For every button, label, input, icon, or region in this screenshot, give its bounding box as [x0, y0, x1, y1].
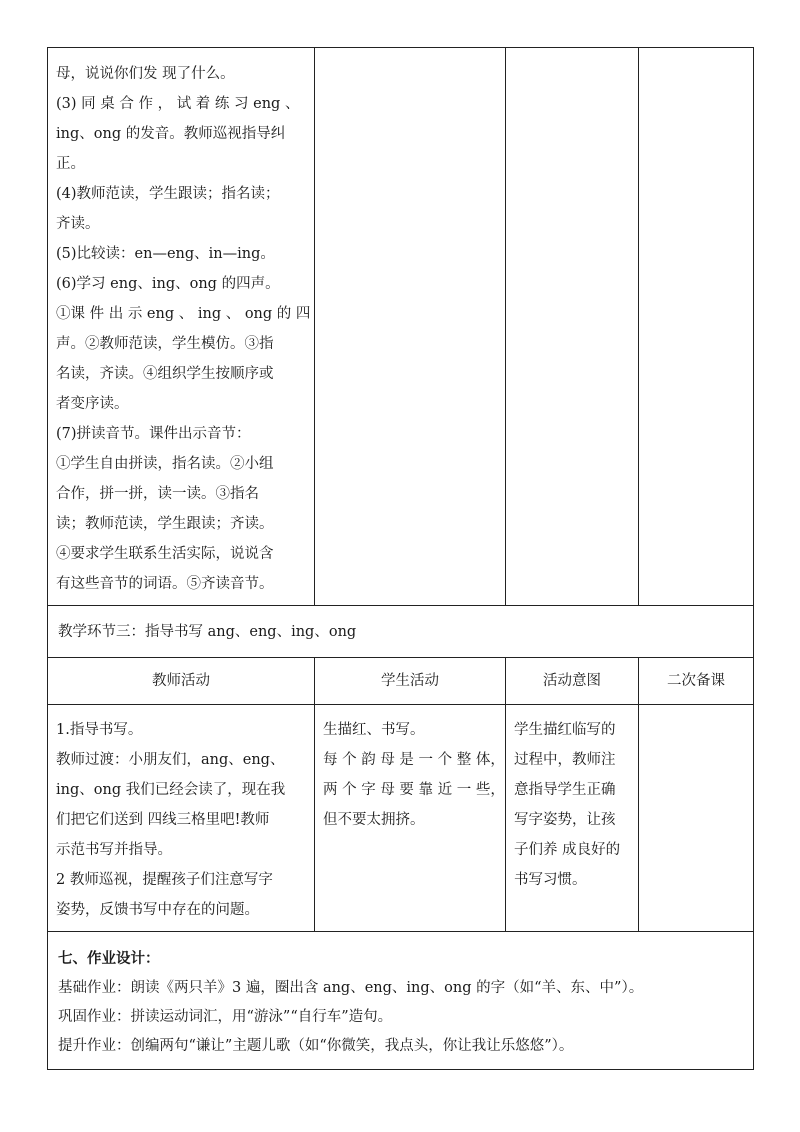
teacher-activity-text: [48, 48, 314, 605]
text-line: 合作，拼一拼，读一读。③指名: [56, 486, 259, 502]
text-line: 读；教师范读，学生跟读；齐读。: [56, 516, 274, 532]
text-line: 书写习惯。: [514, 872, 587, 888]
homework-consolidate: 巩固作业：拼读运动词汇，用“游泳”“自行车”造句。: [58, 1009, 393, 1025]
writing-teacher-cell: [48, 705, 315, 932]
text-line: 有这些音节的词语。⑤齐读音节。: [56, 576, 274, 592]
lesson-plan-table: [47, 47, 754, 1070]
teacher-activity-cell: [48, 48, 315, 606]
writing-intent-cell: [506, 705, 639, 932]
column-header-row: [48, 658, 754, 705]
text-line: 们把它们送到 四线三格里吧!教师: [56, 812, 270, 828]
homework-title: 七、作业设计：: [58, 950, 160, 967]
text-line: 生描红、书写。: [323, 722, 425, 738]
section-three-title: 教学环节三：指导书写 ang、eng、ing、ong: [58, 624, 357, 640]
text-line: 姿势，反馈书写中存在的问题。: [56, 902, 259, 918]
writing-teacher-text: [48, 705, 314, 931]
header-teacher-activity: 教师活动: [48, 658, 315, 705]
text-line: (5)比较读：en—eng、in—ing。: [56, 246, 275, 262]
text-line: 过程中，教师注: [514, 752, 616, 768]
homework-row: [48, 932, 754, 1070]
text-line: 示范书写并指导。: [56, 842, 172, 858]
writing-row: [48, 705, 754, 932]
text-line: 者变序读。: [56, 396, 129, 412]
text-line: (7)拼读音节。课件出示音节：: [56, 426, 251, 442]
activity-intent-cell: [506, 48, 639, 606]
second-prep-cell: [639, 48, 754, 606]
text-line: (4)教师范读，学生跟读；指名读；: [56, 186, 280, 202]
text-line: 写字姿势，让孩: [514, 812, 616, 828]
text-line: 1.指导书写。: [56, 722, 143, 738]
writing-student-cell: [315, 705, 506, 932]
text-line: ①学生自由拼读，指名读。②小组: [56, 456, 274, 472]
text-line: 教师过渡：小朋友们，ang、eng、: [56, 752, 285, 768]
text-line: 正。: [56, 156, 85, 172]
section-three-cell: [48, 606, 754, 658]
text-line: 声。②教师范读，学生模仿。③指: [56, 336, 274, 352]
text-line: 学生描红临写的: [514, 722, 616, 738]
section-three-row: [48, 606, 754, 658]
homework-basic: 基础作业：朗读《两只羊》3 遍，圈出含 ang、eng、ing、ong 的字（如“羊、东、中”）。: [58, 980, 644, 996]
student-activity-cell: [315, 48, 506, 606]
writing-second-prep-cell: [639, 705, 754, 932]
teaching-row-continued: [48, 48, 754, 606]
text-line: (3) 同 桌 合 作 ， 试 着 练 习 eng 、: [56, 96, 300, 112]
writing-student-text: [315, 705, 505, 841]
header-second-prep: 二次备课: [639, 658, 754, 705]
text-line: 两 个 字 母 要 靠 近 一 些，: [323, 782, 505, 798]
text-line: 子们养 成良好的: [514, 842, 621, 858]
text-line: (6)学习 eng、ing、ong 的四声。: [56, 276, 280, 292]
text-line: ing、ong 我们已经会读了，现在我: [56, 782, 286, 798]
header-student-activity: 学生活动: [315, 658, 506, 705]
text-line: ①课 件 出 示 eng 、 ing 、 ong 的 四: [56, 306, 311, 322]
header-activity-intent: 活动意图: [506, 658, 639, 705]
text-line: 每 个 韵 母 是 一 个 整 体，: [323, 752, 505, 768]
homework-cell: [48, 932, 754, 1070]
text-line: ④要求学生联系生活实际，说说含: [56, 546, 274, 562]
text-line: ing、ong 的发音。教师巡视指导纠: [56, 126, 286, 142]
homework-block: [48, 932, 753, 1069]
text-line: 名读，齐读。④组织学生按顺序或: [56, 366, 274, 382]
text-line: 齐读。: [56, 216, 100, 232]
text-line: 意指导学生正确: [514, 782, 616, 798]
homework-advanced: 提升作业：创编两句“谦让”主题儿歌（如“你微笑，我点头，你让我让乐悠悠”）。: [58, 1038, 574, 1054]
text-line: 但不要太拥挤。: [323, 812, 425, 828]
writing-intent-text: [506, 705, 638, 901]
text-line: 母，说说你们发 现了什么。: [56, 66, 235, 82]
text-line: 2 教师巡视，提醒孩子们注意写字: [56, 872, 273, 888]
